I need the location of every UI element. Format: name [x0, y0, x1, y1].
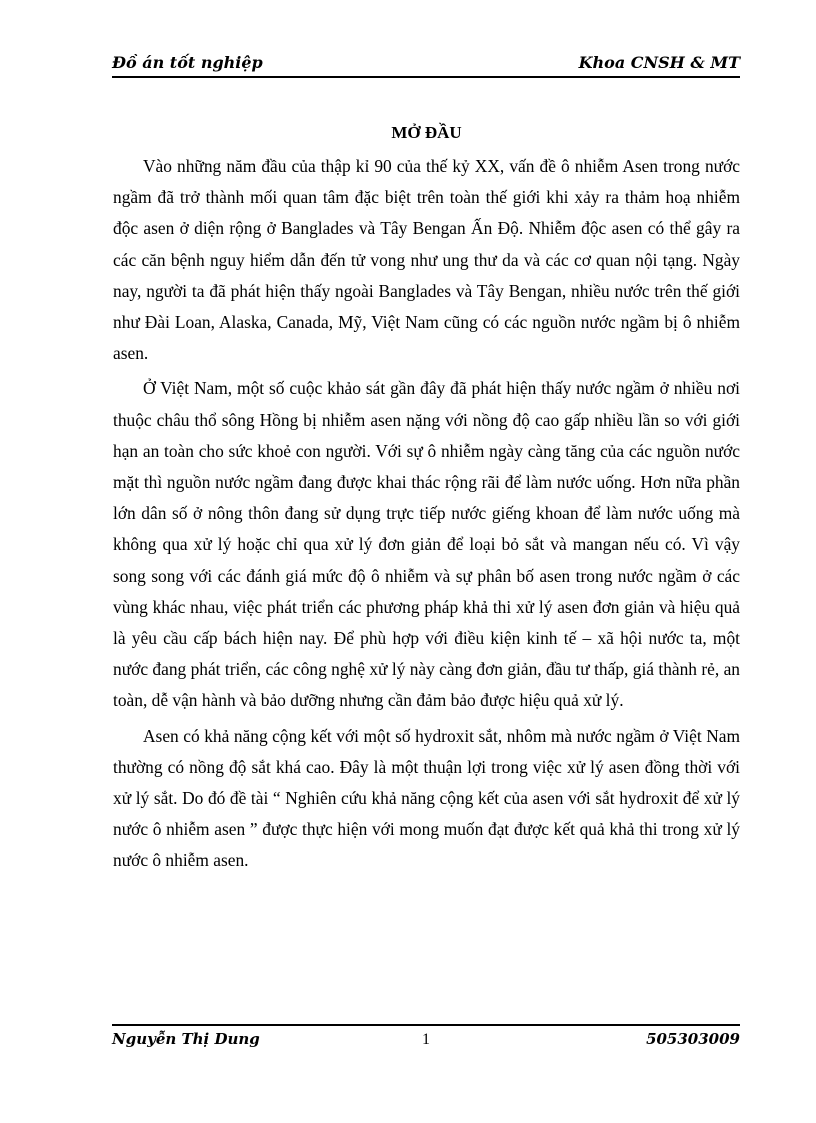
header-faculty-label: Khoa CNSH & MT [578, 53, 740, 72]
paragraph-3: Asen có khả năng cộng kết với một số hydroxit sắt, nhôm mà nước ngầm ở Việt Nam thường có nồng độ sắt khá cao. Đây là một thuận lợi trong việc xử lý asen đồng thời với xử lý sắt. Do đó đề tài “ Nghiên cứu khả năng cộng kết của asen với sắt hydroxit để xử lý nước ô nhiễm asen ” được thực hiện với mong muốn đạt được kết quả khả thi trong xử lý nước ô nhiễm asen. [113, 725, 740, 871]
page-footer [112, 1024, 740, 1054]
footer-student-id: 505303009 [646, 1030, 740, 1048]
paragraph-1: Vào những năm đầu của thập kỉ 90 của thế kỷ XX, vấn đề ô nhiễm Asen trong nước ngầm đã trở thành mối quan tâm đặc biệt trên toàn thế giới khi xảy ra thảm hoạ nhiễm độc asen ở diện rộng ở Banglades và Tây Bengan Ấn Độ. Nhiễm độc asen có thể gây ra các căn bệnh nguy hiểm dẫn đến tử vong như ung thư da và các cơ quan nội tạng. Ngày nay, người ta đã phát hiện thấy ngoài Banglades và Tây Bengan, nhiều nước trên thế giới như Đài Loan, Alaska, Canada, Mỹ, Việt Nam cũng có các nguồn nước ngầm bị ô nhiễm asen. [113, 156, 740, 364]
header-thesis-label: Đồ án tốt nghiệp [112, 53, 263, 72]
page-number: 1 [422, 1031, 430, 1048]
page-title: MỞ ĐẦU [391, 123, 462, 142]
footer-author: Nguyễn Thị Dung [112, 1030, 260, 1048]
page-header [112, 52, 740, 78]
document-body [113, 118, 740, 881]
paragraph-2: Ở Việt Nam, một số cuộc khảo sát gần đây đã phát hiện thấy nước ngầm ở nhiều nơi thuộc châu thổ sông Hồng bị nhiễm asen nặng với nồng độ cao gấp nhiều lần so với giới hạn an toàn cho sức khoẻ con người. Với sự ô nhiễm ngày càng tăng của các nguồn nước mặt thì nguồn nước ngầm đang được khai thác rộng rãi để làm nước uống. Hơn nữa phần lớn dân số ở nông thôn đang sử dụng trực tiếp nước giếng khoan để làm nước uống mà không qua xử lý hoặc chỉ qua xử lý đơn giản để loại bỏ sắt và mangan nếu có. Vì vậy song song với các đánh giá mức độ ô nhiễm và sự phân bố asen trong nước ngầm ở các vùng khác nhau, việc phát triển các phương pháp khả thi xử lý asen đơn giản và hiệu quả là yêu cầu cấp bách hiện nay. Để phù hợp với điều kiện kinh tế – xã hội nước ta, một nước đang phát triển, các công nghệ xử lý này càng đơn giản, đầu tư thấp, giá thành rẻ, an toàn, dễ vận hành và bảo dưỡng nhưng cần đảm bảo được hiệu quả xử lý. [113, 378, 740, 711]
